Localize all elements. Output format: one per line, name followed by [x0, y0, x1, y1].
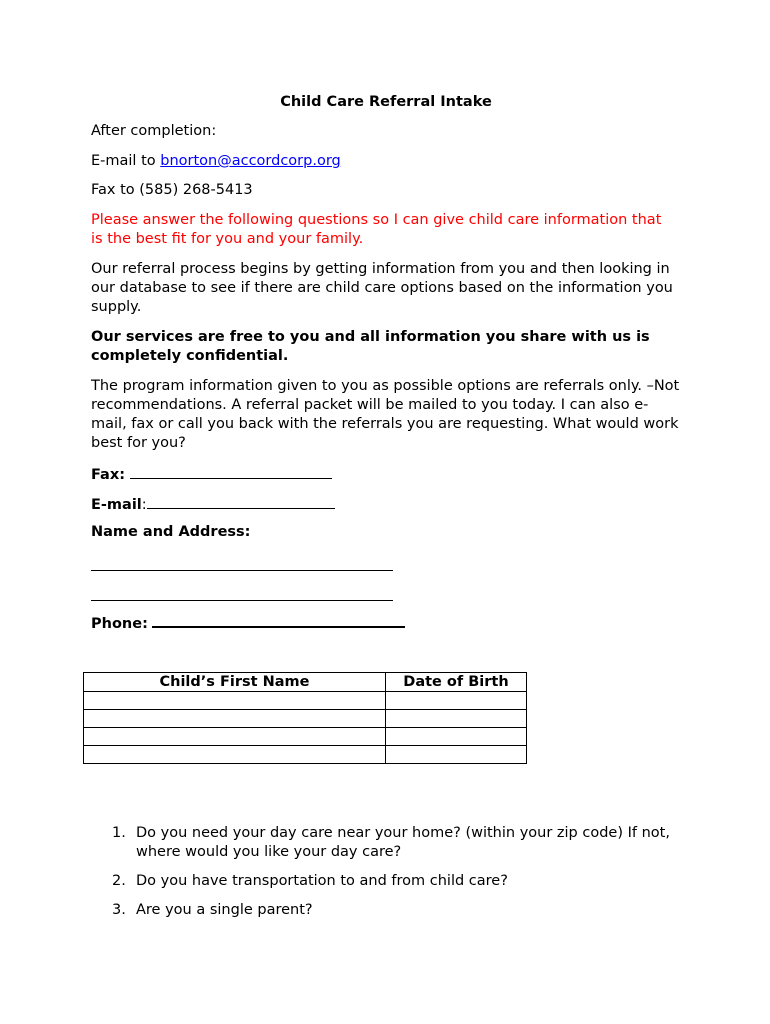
email-prefix: E-mail to — [91, 153, 161, 169]
address-input-line-1[interactable] — [91, 570, 393, 571]
address-input-line-2[interactable] — [91, 600, 393, 601]
question-number: 1. — [112, 825, 126, 841]
process-paragraph: Our referral process begins by getting information from you and then looking in our database to see if there are child care options based on the information you supply. — [91, 261, 673, 315]
dob-cell[interactable] — [386, 692, 527, 710]
question-number: 2. — [112, 873, 126, 889]
fax-field-row — [91, 464, 332, 485]
children-table — [83, 672, 527, 764]
questions-list — [91, 824, 671, 930]
child-name-cell[interactable] — [84, 746, 386, 764]
table-row — [84, 692, 527, 710]
question-text: Do you have transportation to and from child care? — [136, 873, 508, 889]
red-notice: Please answer the following questions so I can give child care information that is the best fit for you and your family. — [91, 212, 662, 247]
program-paragraph: The program information given to you as possible options are referrals only. –Not recommendations. A referral packet will be mailed to you today. I can also e-mail, fax or call you back with the referrals you are requesting. What would work best for you? — [91, 378, 680, 451]
email-line — [91, 152, 341, 171]
email-label: E-mail — [91, 497, 142, 513]
question-number: 3. — [112, 902, 126, 918]
email-field-row — [91, 494, 335, 515]
phone-field-row — [91, 612, 405, 634]
child-name-cell[interactable] — [84, 692, 386, 710]
dob-cell[interactable] — [386, 746, 527, 764]
name-address-label: Name and Address: — [91, 524, 251, 540]
child-first-name-header: Child’s First Name — [84, 673, 386, 692]
child-name-cell[interactable] — [84, 728, 386, 746]
table-header-row — [84, 673, 527, 692]
table-row — [84, 710, 527, 728]
fax-label: Fax: — [91, 467, 125, 483]
table-row — [84, 746, 527, 764]
email-link[interactable]: bnorton@accordcorp.org — [160, 153, 341, 169]
after-completion-text: After completion: — [91, 123, 217, 139]
question-text: Are you a single parent? — [136, 902, 313, 918]
phone-input-line[interactable] — [152, 612, 405, 628]
dob-cell[interactable] — [386, 728, 527, 746]
table-row — [84, 728, 527, 746]
page-title: Child Care Referral Intake — [280, 94, 492, 110]
phone-label: Phone: — [91, 616, 148, 632]
dob-cell[interactable] — [386, 710, 527, 728]
child-name-cell[interactable] — [84, 710, 386, 728]
list-item — [91, 901, 671, 920]
free-confidential-notice: Our services are free to you and all information you share with us is completely confidential. — [91, 329, 650, 364]
fax-line: Fax to (585) 268-5413 — [91, 182, 253, 198]
date-of-birth-header: Date of Birth — [386, 673, 527, 692]
list-item — [91, 824, 671, 862]
question-text: Do you need your day care near your home? (within your zip code) If not, where would you like your day care? — [136, 825, 670, 860]
email-colon: : — [141, 497, 147, 513]
email-input-line[interactable] — [147, 494, 335, 509]
fax-input-line[interactable] — [130, 464, 332, 479]
list-item — [91, 872, 671, 891]
